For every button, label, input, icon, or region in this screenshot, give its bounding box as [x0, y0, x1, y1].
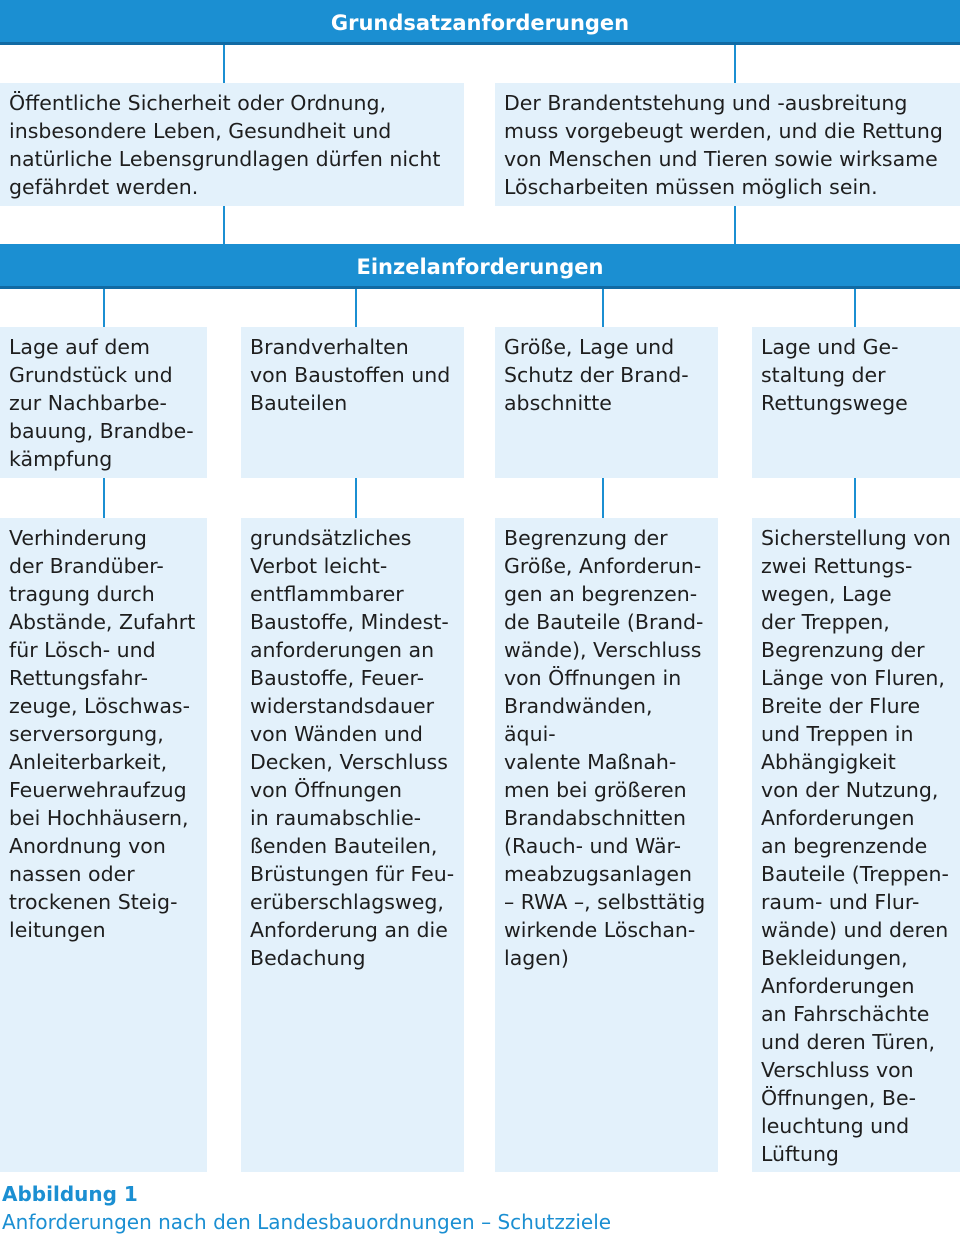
principles-header: [0, 0, 960, 45]
connector-line: [355, 289, 357, 327]
figure-caption-title: Abbildung 1: [2, 1182, 138, 1206]
detail-box-materials: grundsätzliches Verbot leicht- entflammbarer Baustoffe, Mindest- anforderungen an Baustoffe, Feuer- widerstandsdauer von Wänden und Decken, Verschluss von Öffnungen in raumabschlie- ßenden Bauteilen, Brüstungen für Feu- erüberschlagsweg, Anforderung an die Bedachung: [241, 518, 464, 1172]
connector-line: [103, 478, 105, 518]
detail-box-site: Verhinderung der Brandüber- tragung durch Abstände, Zufahrt für Lösch- und Rettungsfahr- zeuge, Löschwas- serversorgung, Anleiterbarkeit, Feuerwehraufzug bei Hochhäusern, Anordnung von nassen oder trockenen Steig- leitungen: [0, 518, 207, 1172]
connector-line: [355, 478, 357, 518]
figure-caption-subtitle: Anforderungen nach den Landesbauordnungen – Schutzziele: [2, 1210, 612, 1234]
connector-line: [223, 45, 225, 83]
connector-line: [734, 45, 736, 83]
connector-line: [734, 206, 736, 244]
principle-box-2: Der Brandentstehung und -ausbreitung muss vorgebeugt werden, und die Rettung von Menschen und Tieren sowie wirksame Löscharbeiten müssen möglich sein.: [495, 83, 960, 206]
connector-line: [223, 206, 225, 244]
principles-header-label: Grundsatzanforderungen: [330, 10, 630, 35]
connector-line: [854, 478, 856, 518]
category-box-escape-routes: Lage und Ge- staltung der Rettungswege: [752, 327, 960, 478]
connector-line: [602, 478, 604, 518]
connector-line: [854, 289, 856, 327]
principle-box-1: Öffentliche Sicherheit oder Ordnung, insbesondere Leben, Gesundheit und natürliche Lebensgrundlagen dürfen nicht gefährdet werden.: [0, 83, 464, 206]
detail-box-escape-routes: Sicherstellung von zwei Rettungs- wegen, Lage der Treppen, Begrenzung der Länge von Fluren, Breite der Flure und Treppen in Abhängigkeit von der Nutzung, Anforderungen an begrenzende Bauteile (Treppen- raum- und Flur- wände) und deren Bekleidungen, Anforderungen an Fahrschächte und deren Türen, Verschluss von Öffnungen, Be- leuchtung und Lüftung: [752, 518, 960, 1172]
category-box-site: Lage auf dem Grundstück und zur Nachbarbe- bauung, Brandbe- kämpfung: [0, 327, 207, 478]
requirements-header-label: Einzelanforderungen: [356, 254, 604, 279]
detail-box-compartments: Begrenzung der Größe, Anforderun- gen an begrenzen- de Bauteile (Brand- wände), Verschluss von Öffnungen in Brandwänden, äqui- valente Maßnah- men bei größeren Brandabschnitten (Rauch- und Wär- meabzugsanlagen – RWA –, selbsttätig wirkende Löschan- lagen): [495, 518, 718, 1172]
category-box-compartments: Größe, Lage und Schutz der Brand- abschnitte: [495, 327, 718, 478]
connector-line: [103, 289, 105, 327]
connector-line: [602, 289, 604, 327]
requirements-header: [0, 244, 960, 289]
category-box-materials: Brandverhalten von Baustoffen und Bauteilen: [241, 327, 464, 478]
